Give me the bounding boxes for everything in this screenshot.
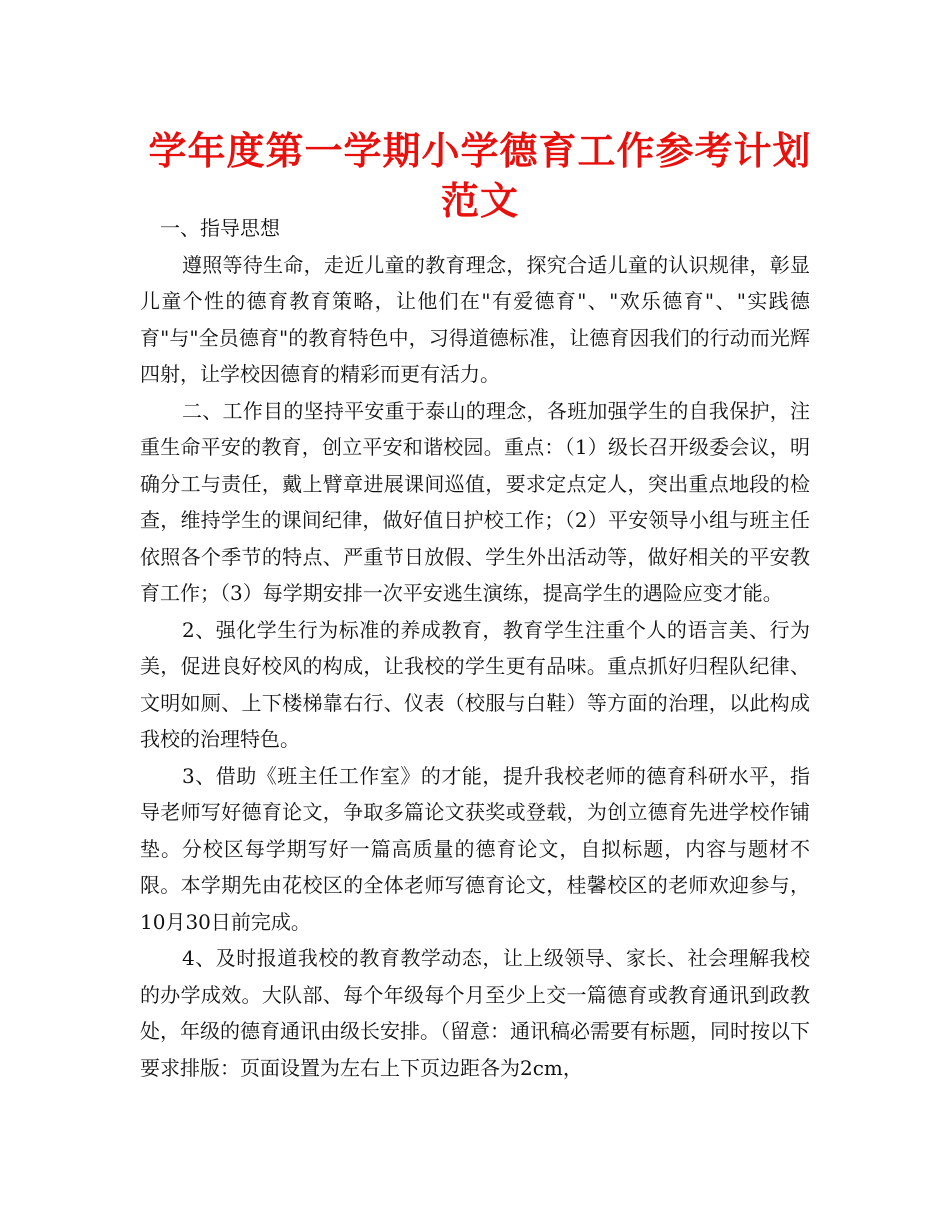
- paragraph-teacher-research: 3、借助《班主任工作室》的才能，提升我校老师的德育科研水平，指导老师写好德育论文，争取多篇论文获奖或登载，为创立德育先进学校作铺垫。分校区每学期写好一篇高质量的德育论文，自拟标题，内容与题材不限。本学期先由花校区的全体老师写德育论文，桂馨校区的老师欢迎参与，10月30日前完成。: [140, 763, 810, 934]
- document-title: 学年度第一学期小学德育工作参考计划范文: [148, 129, 812, 223]
- paragraph-work-goals-safety: 二、工作目的坚持平安重于泰山的理念，各班加强学生的自我保护，注重生命平安的教育，创立平安和谐校园。重点：（1）级长召开级委会议，明确分工与责任，戴上臂章进展课间巡值，要求定点定人，突出重点地段的检查，维持学生的课间纪律，做好值日护校工作；（2）平安领导小组与班主任依照各个季节的特点、严重节日放假、学生外出活动等，做好相关的平安教育工作；（3）每学期安排一次平安逃生演练，提高学生的遇险应变才能。: [140, 398, 810, 605]
- paragraph-behavior-norms: 2、强化学生行为标准的养成教育，教育学生注重个人的语言美、行为美，促进良好校风的构成，让我校的学生更有品味。重点抓好归程队纪律、文明如厕、上下楼梯靠右行、仪表（校服与白鞋）等方面的治理，以此构成我校的治理特色。: [140, 617, 810, 751]
- document-body: [140, 210, 810, 1086]
- paragraph-news-reporting: 4、及时报道我校的教育教学动态，让上级领导、家长、社会理解我校的办学成效。大队部、每个年级每个月至少上交一篇德育或教育通讯到政教处，年级的德育通讯由级长安排。（留意：通讯稿必需要有标题，同时按以下要求排版：页面设置为左右上下页边距各为2cm，: [140, 946, 810, 1080]
- paragraph-guiding-ideology: 遵照等待生命，走近儿童的教育理念，探究合适儿童的认识规律，彰显儿童个性的德育教育策略，让他们在"有爱德育"、"欢乐德育"、"实践德育"与"全员德育"的教育特色中，习得道德标准，让德育因我们的行动而光辉四射，让学校因德育的精彩而更有活力。: [140, 252, 810, 386]
- section-heading-guiding-ideology: 一、指导思想: [160, 216, 280, 240]
